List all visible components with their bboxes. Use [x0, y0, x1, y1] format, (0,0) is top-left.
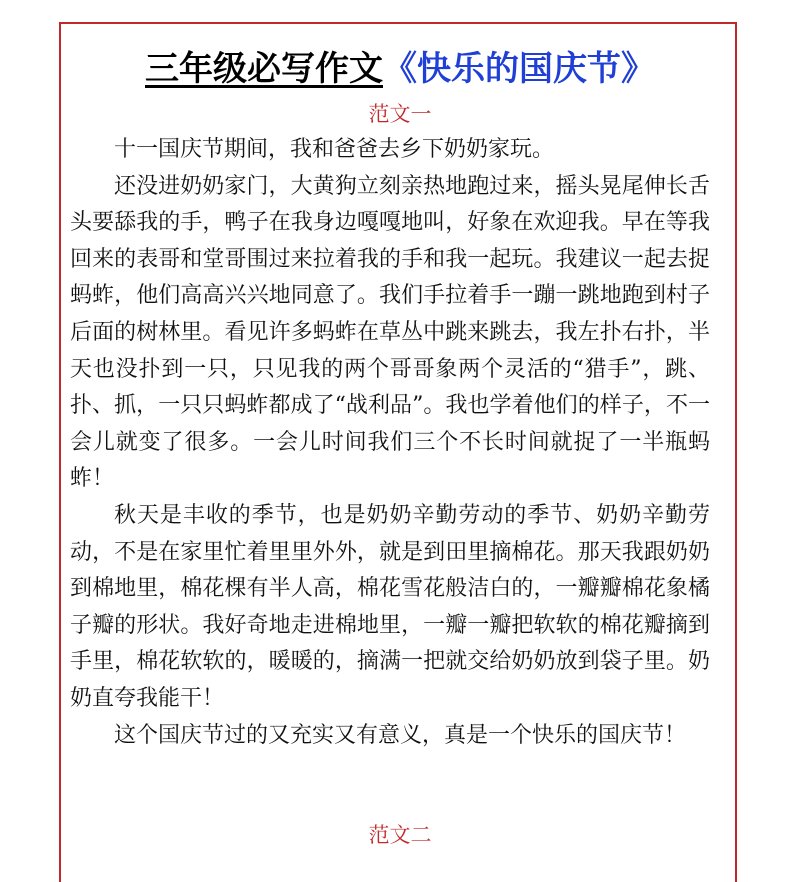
essay-paragraph: 这个国庆节过的又充实又有意义，真是一个快乐的国庆节！ — [114, 722, 687, 748]
essay-paragraph: 还没进奶奶家门，大黄狗立刻亲热地跑过来，摇头晃尾伸长舌头要舔我的手，鸭子在我身边嘎嘎地叫，好象在欢迎我。早在等我回来的表哥和堂哥围过来拉着我的手和我一起玩。我建议一起去捉蚂蚱，他们高高兴兴地同意了。我们手拉着手一蹦一跳地跑到村子后面的树林里。看见许多蚂蚱在草丛中跳来跳去，我左扑右扑，半天也没扑到一只，只见我的两个哥哥象两个灵活的“猎手”，跳、扑、抓，一只只蚂蚱都成了“战利品”。我也学着他们的样子，不一会儿就变了很多。一会儿时间我们三个不长时间就捉了一半瓶蚂蚱！ — [70, 173, 710, 492]
document-title — [0, 46, 800, 92]
section-heading-2: 范文二 — [368, 823, 432, 847]
essay-body — [70, 132, 710, 754]
section-heading-1: 范文一 — [368, 102, 432, 126]
title-essay-name: 《快乐的国庆节》 — [383, 49, 655, 89]
essay-paragraph: 十一国庆节期间，我和爸爸去乡下奶奶家玩。 — [114, 137, 555, 162]
essay-paragraph: 秋天是丰收的季节，也是奶奶辛勤劳动的季节、奶奶辛勤劳动，不是在家里忙着里里外外，就是到田里摘棉花。那天我跟奶奶到棉地里，棉花棵有半人高，棉花雪花般洁白的，一瓣瓣棉花象橘子瓣的形状。我好奇地走进棉地里，一瓣一瓣把软软的棉花瓣摘到手里，棉花软软的，暖暖的，摘满一把就交给奶奶放到袋子里。奶奶直夸我能干！ — [70, 502, 710, 711]
title-main: 三年级必写作文 — [145, 49, 383, 89]
